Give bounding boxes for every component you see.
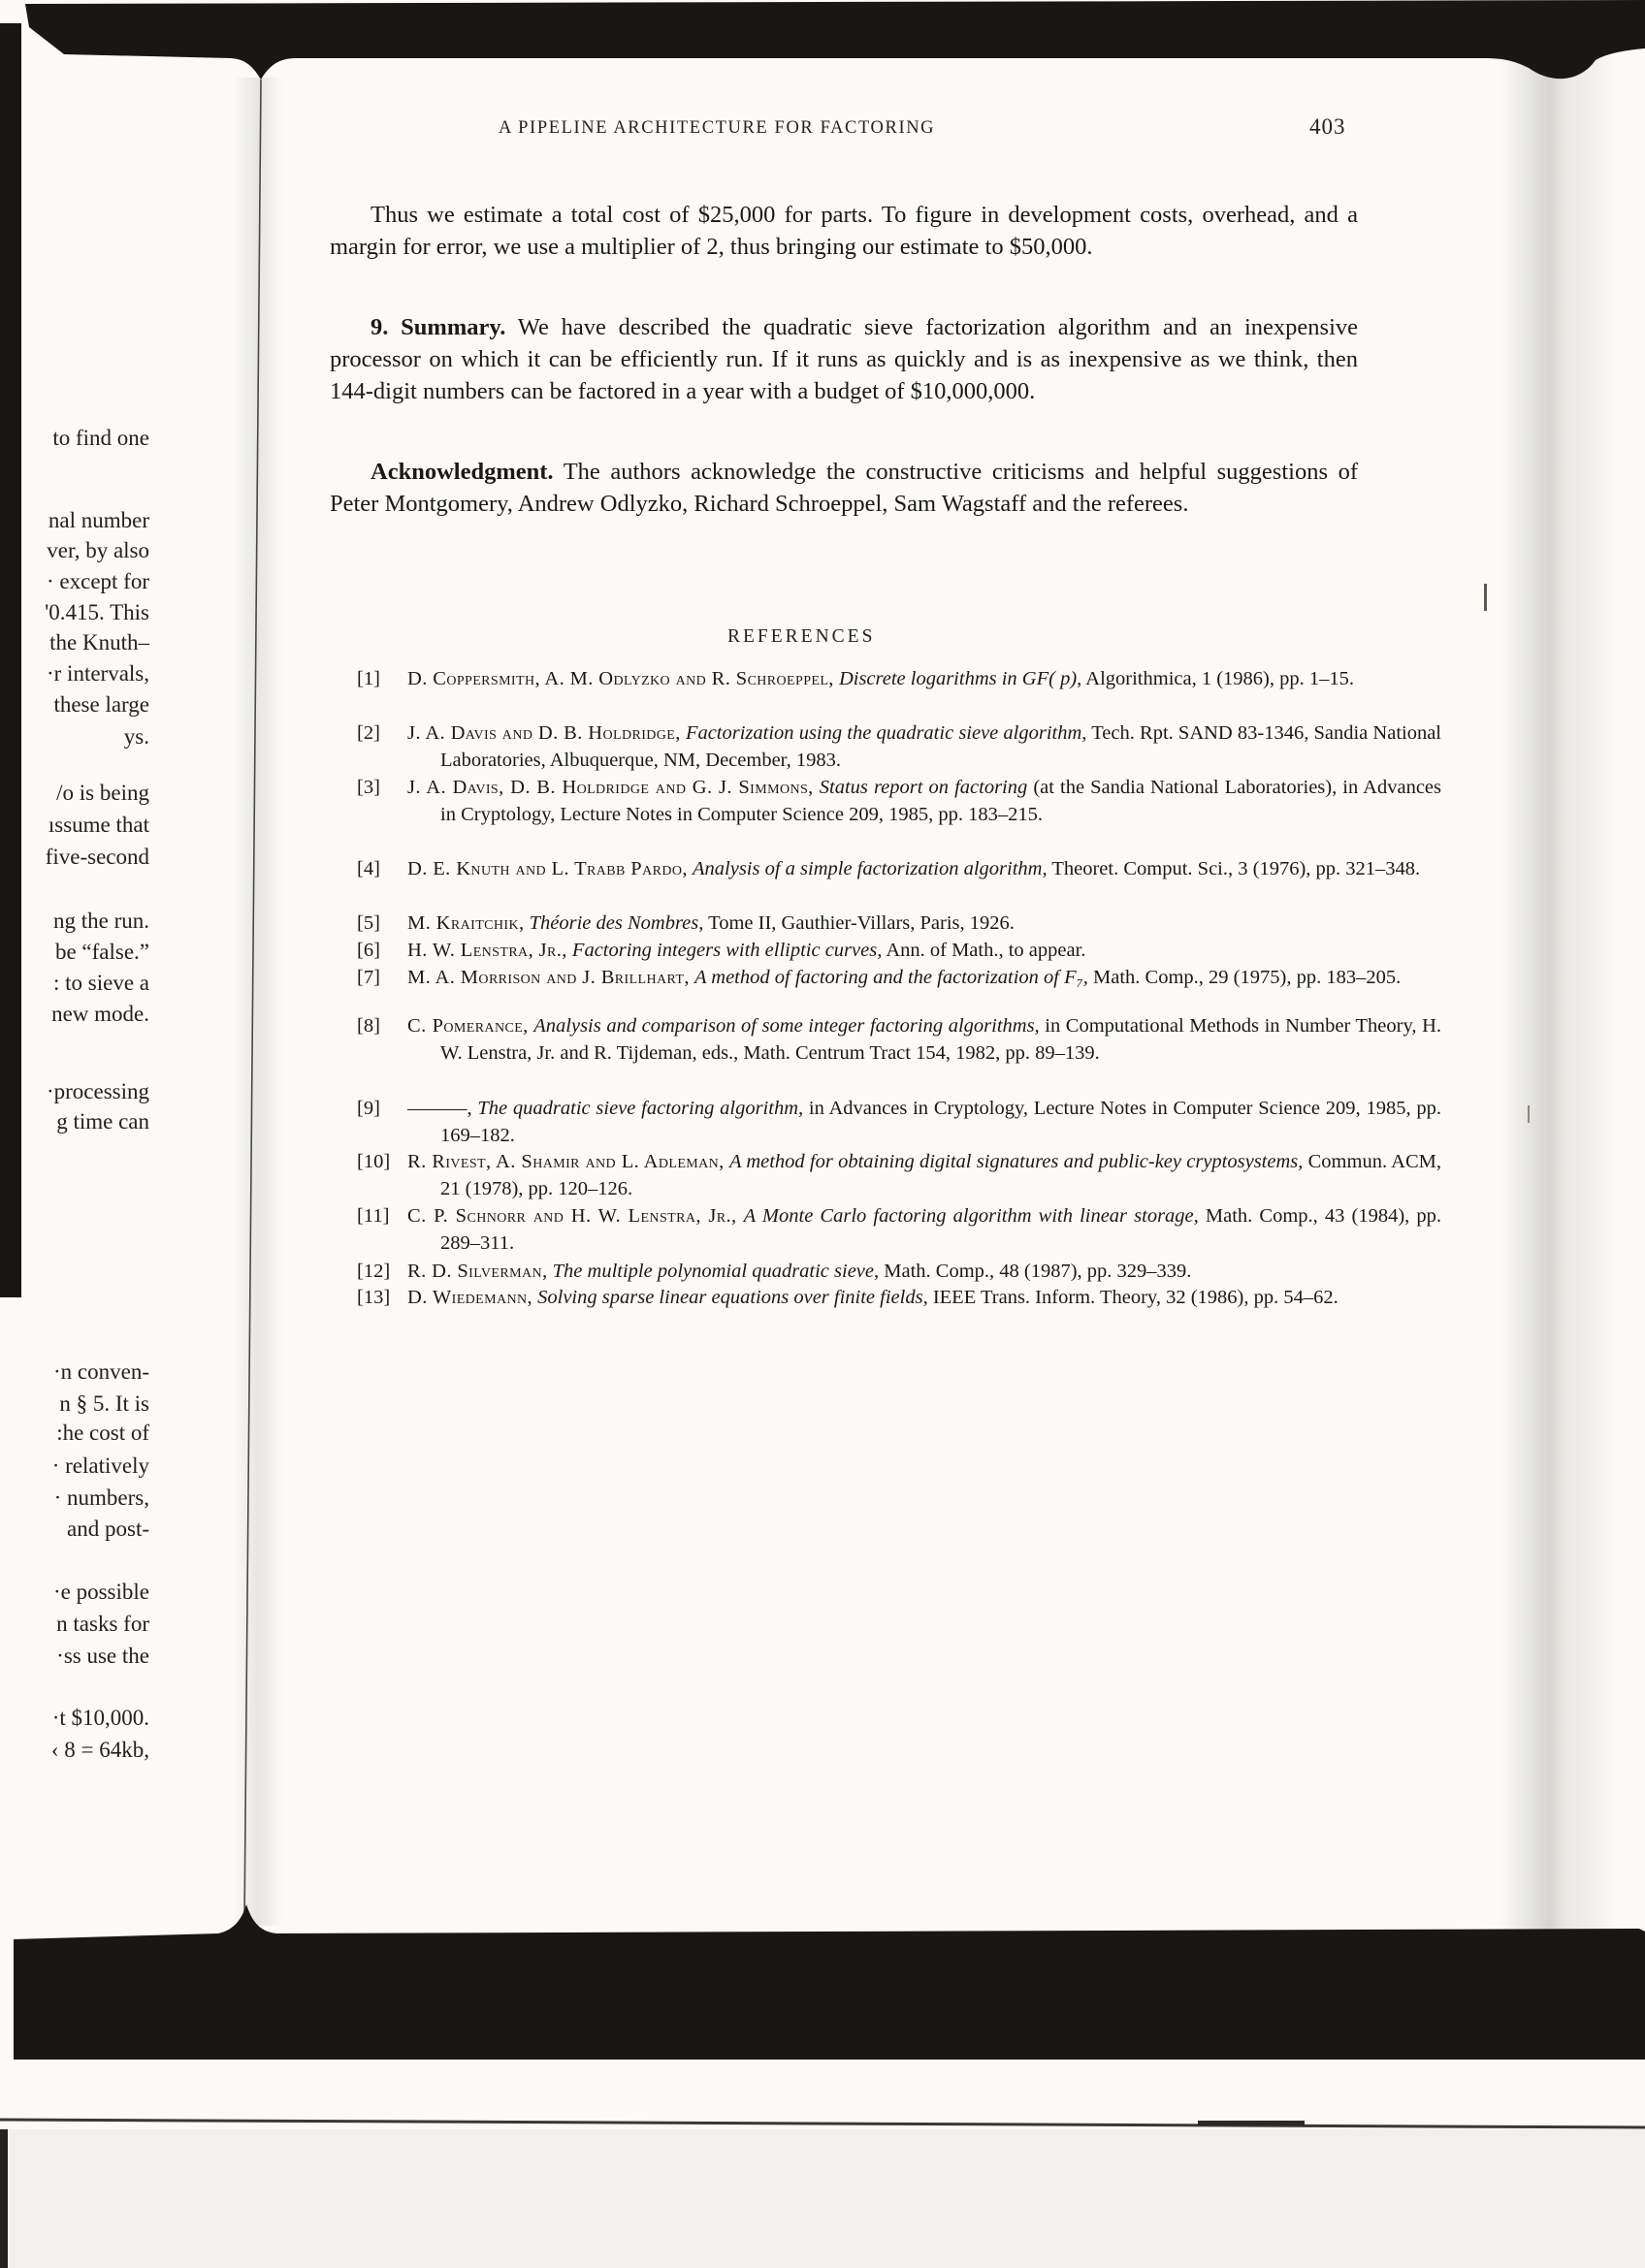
ref-source: Ann. of Math., to appear. [886,940,1086,961]
ref-authors: C. P. Schnorr and H. W. Lenstra, Jr., [407,1205,737,1227]
reference-item-2 [357,719,1441,775]
left-page-fragment: ·processing [46,1079,149,1103]
paragraph-cost-estimate [330,199,1358,263]
left-page-fragment: · numbers, [53,1485,149,1510]
left-page-fragment: '0.415. This [45,600,149,624]
paragraph-summary [330,311,1358,407]
ref-authors-dash: ———, [407,1098,472,1119]
left-page-fragment: to find one [52,426,149,450]
ref-label: [13] [357,1287,391,1308]
scan-artifact-tick-small [1528,1105,1530,1123]
ref-authors: M. Kraitchik, [407,912,525,934]
ref-authors: D. E. Knuth and L. Trabb Pardo, [407,858,688,879]
ref-title: Factoring integers with elliptic curves, [571,940,883,961]
ref-source: Math. Comp., 29 (1975), pp. 183–205. [1093,967,1402,988]
ref-authors: R. Rivest, A. Shamir and L. Adleman, [407,1151,725,1172]
running-title: A PIPELINE ARCHITECTURE FOR FACTORING [499,118,936,138]
ref-label: [1] [357,668,380,689]
reference-item-1 [357,665,1441,692]
left-page-fragment: be “false.” [54,940,149,964]
left-page-fragment: : to sieve a [53,971,149,995]
reference-item-4 [357,855,1441,882]
ref-source: Math. Comp., 48 (1987), pp. 329–339. [884,1261,1192,1282]
reference-item-9 [357,1095,1441,1150]
paragraph-acknowledgment [330,456,1358,520]
reference-item-3 [357,774,1441,829]
left-page-fragment: these large [53,692,149,717]
ref-source: Tech. Rpt. SAND 83-1346, Sandia National Laboratories, Albuquerque, NM, December, 1983. [440,722,1442,772]
reference-item-5 [357,910,1441,937]
ref-title: A method of factoring and the factorization of F₇, [694,967,1088,988]
reference-item-7 [357,964,1441,991]
reference-item-11 [357,1202,1441,1258]
left-page-fragment: the Knuth– [49,630,149,655]
left-page-fragment: · except for [47,569,149,593]
ref-source: in Advances in Cryptology, Lecture Notes in Computer Science 209, 1985, pp. 169–182. [440,1098,1441,1147]
bottom-left-edge-strip [0,2129,8,2268]
references-heading: REFERENCES [727,626,876,647]
paragraph-text: The authors acknowledge the constructive criticisms and helpful suggestions of Peter Montgomery, Andrew Odlyzko, Richard Schroeppel, Sam Wagstaff and the referees. [330,459,1358,517]
ref-source: in Computational Methods in Number Theory, H. W. Lenstra, Jr. and R. Tijdeman, eds., Math. Centrum Tract 154, 1982, pp. 89–139. [440,1015,1441,1065]
ref-label: [3] [357,777,380,798]
paragraph-text: Thus we estimate a total cost of $25,000 for parts. To figure in development costs, overhead, and a margin for error, we use a multiplier of 2, thus bringing our estimate to $50,000. [330,202,1358,260]
left-page-fragment: ·e possible [52,1580,149,1604]
ref-title: Théorie des Nombres, [529,912,704,934]
reference-item-6 [357,937,1441,964]
page-number: 403 [1309,114,1346,139]
left-page-fragment: ·t $10,000. [51,1706,149,1730]
ref-authors: J. A. Davis, D. B. Holdridge and G. J. Simmons, [407,777,814,798]
ref-source: Algorithmica, 1 (1986), pp. 1–15. [1085,668,1354,689]
ref-title: Analysis and comparison of some integer factoring algorithms, [533,1015,1040,1037]
reference-item-10 [357,1148,1441,1203]
ref-title: The quadratic sieve factoring algorithm, [477,1098,804,1119]
left-page-fragment: ıssume that [48,813,149,837]
reference-item-13 [357,1284,1441,1311]
ref-source: Theoret. Comput. Sci., 3 (1976), pp. 321–348. [1051,858,1421,879]
left-page-fragment: /o is being [56,781,149,805]
ref-label: [4] [357,858,380,879]
ref-source: (at the Sandia National Laboratories), in Advances in Cryptology, Lecture Notes in Computer Science 209, 1985, pp. 183–215. [440,777,1442,826]
ref-title: Discrete logarithms in GF( p), [838,668,1082,689]
separator-dark-blob [1198,2121,1305,2125]
ref-title: Analysis of a simple factorization algorithm, [693,858,1048,879]
left-page-fragment: :he cost of [56,1421,149,1445]
ref-title: A Monte Carlo factoring algorithm with linear storage, [743,1205,1199,1227]
ref-authors: D. Wiedemann, [407,1287,533,1308]
ref-title: The multiple polynomial quadratic sieve, [552,1261,880,1282]
ref-label: [12] [357,1261,391,1282]
left-page-fragment: ·n conven- [53,1359,149,1384]
ref-label: [7] [357,967,380,988]
left-page-fragment: ·ss use the [56,1644,149,1668]
left-page-fragment: ·r intervals, [46,661,149,686]
ref-source: Tome II, Gauthier-Villars, Paris, 1926. [708,912,1015,934]
left-page-fragment: five-second [45,845,149,869]
ref-label: [10] [357,1151,391,1172]
left-page-fragment: and post- [67,1517,149,1541]
ref-label: [2] [357,722,380,744]
ref-authors: M. A. Morrison and J. Brillhart, [407,967,690,988]
ref-title: Solving sparse linear equations over finite fields, [537,1287,928,1308]
reference-item-12 [357,1258,1441,1285]
left-page-fragment: ver, by also [47,538,149,562]
left-page-fragment: ng the run. [52,909,149,933]
ref-authors: J. A. Davis and D. B. Holdridge, [407,722,681,744]
page-curl-shadow [1501,56,1616,1932]
ref-source: Math. Comp., 43 (1984), pp. 289–311. [440,1205,1442,1255]
left-page-fragment: n tasks for [56,1612,149,1636]
ref-label: [11] [357,1205,390,1227]
left-page-fragment: g time can [56,1109,149,1134]
ref-label: [5] [357,912,380,934]
ref-authors: R. D. Silverman, [407,1261,548,1282]
left-page-fragment: nal number [48,508,149,532]
ref-authors: H. W. Lenstra, Jr., [407,940,567,961]
acknowledgment-heading: Acknowledgment. [371,459,554,485]
left-page-fragment: ‹ 8 = 64kb, [50,1738,149,1762]
ref-label: [6] [357,940,380,961]
left-page-fragment: · relatively [51,1453,149,1478]
ref-title: Status report on factoring [819,777,1028,798]
ref-authors: C. Pomerance, [407,1015,529,1037]
below-page-area [0,2129,1645,2268]
ref-source: Commun. ACM, 21 (1978), pp. 120–126. [440,1151,1442,1200]
paragraph-text: We have described the quadratic sieve factorization algorithm and an inexpensive processor on which it can be efficiently run. If it runs as quickly and is as inexpensive as we think, then 144-digit numbers can be factored in a year with a budget of $10,000,000. [330,314,1359,404]
ref-title: A method for obtaining digital signatures and public-key cryptosystems, [728,1151,1304,1172]
left-page-fragment: ys. [123,724,149,749]
summary-heading: 9. Summary. [371,314,506,340]
ref-source: IEEE Trans. Inform. Theory, 32 (1986), pp. 54–62. [932,1287,1339,1308]
ref-authors: D. Coppersmith, A. M. Odlyzko and R. Schroeppel, [407,668,834,689]
scan-artifact-tick [1484,584,1487,611]
left-page-fragment: new mode. [51,1002,149,1026]
ref-label: [8] [357,1015,380,1037]
ref-label: [9] [357,1098,380,1119]
reference-item-8 [357,1012,1441,1068]
ref-title: Factorization using the quadratic sieve algorithm, [685,722,1087,744]
left-page-fragment: n § 5. It is [59,1391,149,1416]
